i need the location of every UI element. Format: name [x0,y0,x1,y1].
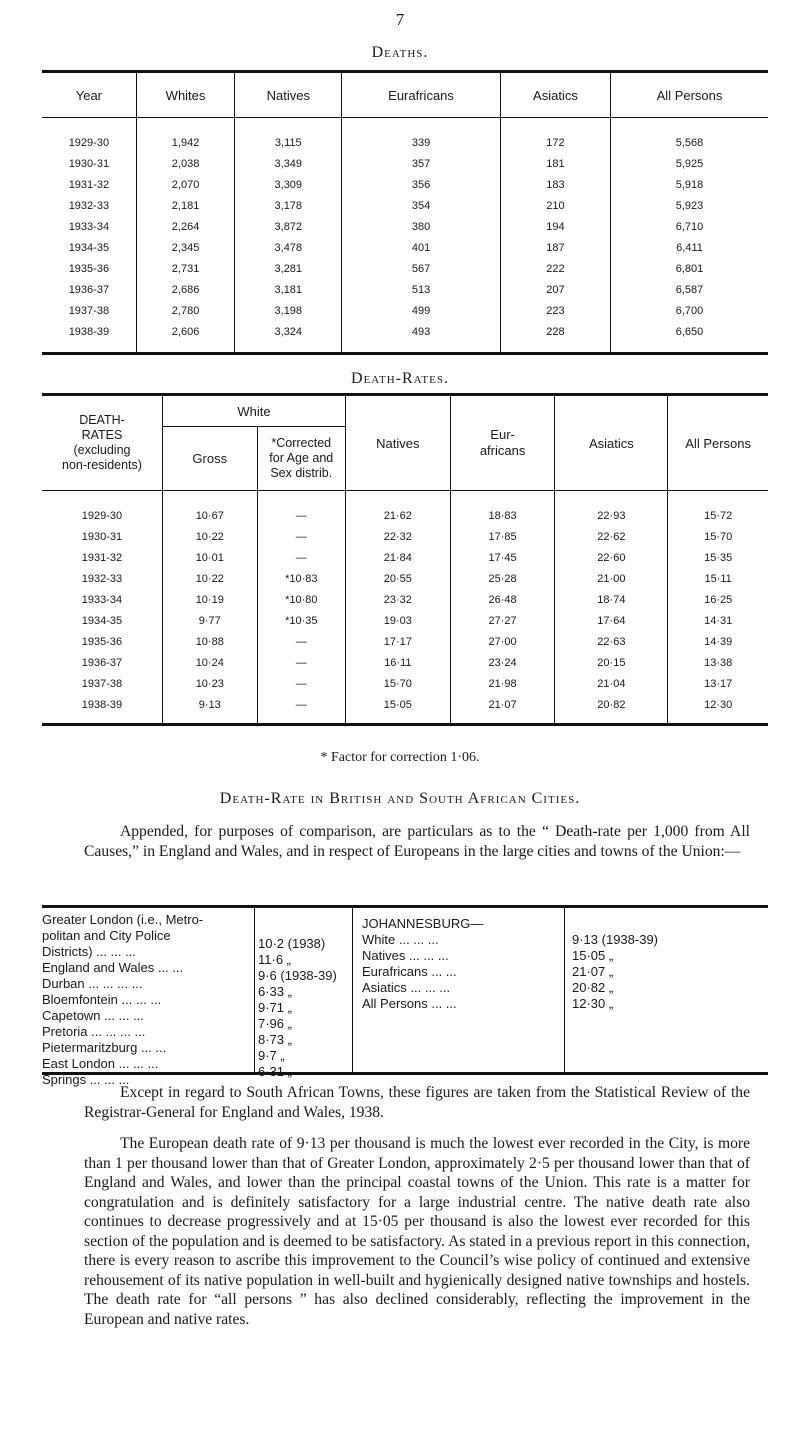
comparison-place-label: Greater London (i.e., Metro- [42,912,204,927]
deaths-header-cell: Year [42,72,136,118]
table-cell: 6,587 [611,279,768,300]
table-row [42,321,768,354]
comparison-place-value: 8·73 „ [258,1032,292,1047]
table-cell: 3,872 [235,216,342,237]
table-cell: 25·28 [450,568,555,589]
death-rates-table [42,393,768,726]
comparison-title: Death-Rate in British and South African Cities. [219,790,581,807]
table-cell: 15·70 [668,526,768,547]
table-cell: 1930-31 [68,157,110,170]
table-row [42,118,768,154]
deaths-header-row [42,72,768,118]
table-cell: — [257,526,345,547]
table-cell: 3,324 [235,321,342,354]
table-cell: 22·62 [555,526,668,547]
table-cell: 1933-34 [81,593,123,606]
table-cell: 6,710 [611,216,768,237]
table-row [42,631,768,652]
table-cell: 10·01 [162,547,257,568]
european-death-rate-paragraph: The European death rate of 9·13 per thousand is much the lowest ever recorded in the City, is more than 1 per thousand lower than that of Greater London, approximately 2·5 per thousand lower than that of England and Wales, and lower than the principal coastal towns of the Union. This rate is a matter for congratulation and is definitely satisfactory for a large industrial centre. The native death rate also continues to decrease progressively and at 15·05 per thousand is also the lowest ever recorded for this section of the population and is deemed to be satisfactory. As stated in a previous report in this connection, there is every reason to ascribe this improvement to the Council’s wise policy of continued and extensive rehousement of its native population in well-built and hygienically designed native townships and hostels. The death rate for “all persons ” has also declined considerably, reflecting the improvement in the European and native rates. [84,1135,750,1328]
table-row [42,568,768,589]
johannesburg-title: JOHANNESBURG— [362,916,484,931]
table-cell: 21·62 [346,491,451,527]
table-cell: 5,568 [611,118,768,154]
header-first-line: (excluding [73,443,131,457]
table-cell: 183 [500,174,610,195]
deaths-title: Deaths. [371,44,429,61]
table-cell: 23·32 [346,589,451,610]
table-cell: 19·03 [346,610,451,631]
table-cell: 10·22 [162,526,257,547]
comparison-place-value: 6·31 „ [258,1064,292,1079]
table-cell: 207 [500,279,610,300]
table-cell: 5,923 [611,195,768,216]
header-corrected-line: Sex distrib. [270,466,333,480]
table-row [42,491,768,527]
table-cell: *10·35 [257,610,345,631]
table-cell: 3,115 [235,118,342,154]
table-cell: *10·83 [257,568,345,589]
header-gross: Gross [162,427,257,491]
table-cell: 10·23 [162,673,257,694]
table-cell: 2,070 [136,174,235,195]
johannesburg-label: All Persons ... ... [362,996,457,1011]
comparison-place-label: Springs ... ... ... [42,1072,130,1087]
header-natives: Natives [346,395,451,491]
table-cell: 2,731 [136,258,235,279]
header-corrected-line: for Age and [269,451,334,465]
table-cell: — [257,547,345,568]
table-cell: 18·74 [555,589,668,610]
table-cell: 13·38 [668,652,768,673]
header-eurafricans-line: Eur- [490,427,515,442]
deaths-header-cell: Eurafricans [342,72,501,118]
table-cell: 181 [500,153,610,174]
table-cell: 23·24 [450,652,555,673]
table-row [42,153,768,174]
comparison-place-value: 9·7 „ [258,1048,285,1063]
table-cell: 10·88 [162,631,257,652]
table-cell: 2,606 [136,321,235,354]
table-cell: 499 [342,300,501,321]
table-cell: 6,700 [611,300,768,321]
comparison-place-label: England and Wales ... ... [42,960,184,975]
table-cell: 1938-39 [68,325,110,338]
table-cell: 2,780 [136,300,235,321]
table-cell: 3,478 [235,237,342,258]
table-cell: 21·07 [450,694,555,725]
comparison-place-value: 7·96 „ [258,1016,292,1031]
table-cell: 3,178 [235,195,342,216]
table-cell: 1932-33 [68,199,110,212]
deaths-header-cell: All Persons [611,72,768,118]
comparison-place-value: 10·2 (1938) [258,936,326,951]
table-cell: 6,411 [611,237,768,258]
table-cell: — [257,694,345,725]
comparison-place-label: Durban ... ... ... ... [42,976,143,991]
table-cell: 21·98 [450,673,555,694]
table-row [42,195,768,216]
table-cell: 223 [500,300,610,321]
table-cell: 12·30 [668,694,768,725]
johannesburg-label: Asiatics ... ... ... [362,980,451,995]
table-cell: 1935-36 [68,262,110,275]
table-row [42,258,768,279]
table-cell: 228 [500,321,610,354]
comparison-place-label: politan and City Police [42,928,171,943]
table-cell: 513 [342,279,501,300]
table-cell: 356 [342,174,501,195]
table-cell: 5,925 [611,153,768,174]
table-cell: 3,198 [235,300,342,321]
table-cell: 1936-37 [81,656,123,669]
table-cell: 1934-35 [81,614,123,627]
table-cell: — [257,491,345,527]
table-cell: 1937-38 [68,304,110,317]
table-cell: 14·39 [668,631,768,652]
table-cell: 17·64 [555,610,668,631]
johannesburg-label: White ... ... ... [362,932,439,947]
header-white: White [162,395,345,427]
table-cell: 1930-31 [81,530,123,543]
death-rates-header-first [42,395,162,491]
table-cell: 2,264 [136,216,235,237]
table-cell: 17·85 [450,526,555,547]
comparison-place-label: Districts) ... ... ... [42,944,136,959]
table-cell: 26·48 [450,589,555,610]
table-cell: 567 [342,258,501,279]
table-cell: 17·45 [450,547,555,568]
comparison-place-value: 6·33 „ [258,984,292,999]
table-cell: 21·00 [555,568,668,589]
table-row [42,526,768,547]
deaths-table [42,70,768,355]
table-cell: 3,349 [235,153,342,174]
table-cell: 1,942 [136,118,235,154]
johannesburg-label: Natives ... ... ... [362,948,449,963]
table-cell: 1936-37 [68,283,110,296]
table-cell: 354 [342,195,501,216]
table-cell: 1935-36 [81,635,123,648]
johannesburg-value: 9·13 (1938-39) [572,932,658,947]
table-cell: 1938-39 [81,698,123,711]
table-cell: 1931-32 [81,551,123,564]
table-cell: 21·04 [555,673,668,694]
table-cell: 14·31 [668,610,768,631]
deaths-header-cell: Natives [235,72,342,118]
table-cell: — [257,673,345,694]
deaths-header-cell: Whites [136,72,235,118]
table-cell: 15·72 [668,491,768,527]
table-cell: 9·13 [162,694,257,725]
comparison-place-label: Capetown ... ... ... [42,1008,144,1023]
table-cell: 15·11 [668,568,768,589]
table-row [42,300,768,321]
table-cell: 1937-38 [81,677,123,690]
header-corrected-line: *Corrected [271,436,332,450]
johannesburg-value: 21·07 „ [572,964,614,979]
table-cell: 1932-33 [81,572,123,585]
table-cell: 15·35 [668,547,768,568]
comparison-place-label: Pietermaritzburg ... ... [42,1040,167,1055]
table-cell: 172 [500,118,610,154]
header-first-line: DEATH- [79,413,125,427]
table-cell: 210 [500,195,610,216]
comparison-place-value: 9·71 „ [258,1000,292,1015]
table-row [42,174,768,195]
table-cell: 22·60 [555,547,668,568]
table-cell: 13·17 [668,673,768,694]
table-cell: 10·67 [162,491,257,527]
table-cell: 3,181 [235,279,342,300]
deaths-header-cell: Asiatics [500,72,610,118]
table-cell: 1931-32 [68,178,110,191]
table-cell: 1933-34 [68,220,110,233]
table-cell: *10·80 [257,589,345,610]
table-cell: 3,309 [235,174,342,195]
table-cell: 6,650 [611,321,768,354]
table-cell: 493 [342,321,501,354]
johannesburg-value: 12·30 „ [572,996,614,1011]
comparison-place-label: Pretoria ... ... ... ... [42,1024,146,1039]
table-cell: 27·27 [450,610,555,631]
comparison-place-label: Bloemfontein ... ... ... [42,992,162,1007]
death-rates-title: Death-Rates. [351,370,449,387]
table-cell: 2,345 [136,237,235,258]
table-cell: 16·11 [346,652,451,673]
header-eurafricans [450,395,555,491]
header-eurafricans-line: africans [479,443,526,458]
table-cell: 187 [500,237,610,258]
header-first-line: non-residents) [62,458,142,472]
comparison-place-value: 9·6 (1938-39) [258,968,337,983]
table-cell: 2,038 [136,153,235,174]
table-cell: 10·19 [162,589,257,610]
page-number: 7 [395,10,405,29]
table-cell: 401 [342,237,501,258]
johannesburg-value: 20·82 „ [572,980,614,995]
table-cell: 9·77 [162,610,257,631]
table-cell: 1929-30 [81,509,123,522]
table-row [42,673,768,694]
table-cell: — [257,631,345,652]
header-asiatics: Asiatics [555,395,668,491]
table-row [42,216,768,237]
table-cell: 22·32 [346,526,451,547]
comparison-table [42,905,768,1087]
table-cell: 17·17 [346,631,451,652]
table-cell: 20·55 [346,568,451,589]
table-cell: 2,181 [136,195,235,216]
header-all-persons: All Persons [668,395,768,491]
table-row [42,279,768,300]
table-cell: 2,686 [136,279,235,300]
table-cell: 20·82 [555,694,668,725]
table-cell: 20·15 [555,652,668,673]
header-first-line: RATES [81,428,123,442]
comparison-intro: Appended, for purposes of comparison, are particulars as to the “ Death-rate per 1,000 from All Causes,” in England and Wales, and in respect of Europeans in the large cities and towns of the Union:— [84,823,750,860]
table-row [42,610,768,631]
johannesburg-label: Eurafricans ... ... [362,964,457,979]
comparison-place-value: 11·6 „ [258,952,291,967]
table-row [42,237,768,258]
table-cell: 18·83 [450,491,555,527]
table-cell: 222 [500,258,610,279]
table-cell: 21·84 [346,547,451,568]
table-row [42,547,768,568]
table-cell: 15·70 [346,673,451,694]
table-cell: 339 [342,118,501,154]
table-cell: 1929-30 [68,136,110,149]
source-paragraph: Except in regard to South African Towns, these figures are taken from the Statistical Review of the Registrar-General for England and Wales, 1938. [84,1084,750,1121]
table-row [42,652,768,673]
table-cell: 22·93 [555,491,668,527]
table-cell: 380 [342,216,501,237]
header-corrected [257,427,345,491]
table-cell: — [257,652,345,673]
table-cell: 10·24 [162,652,257,673]
table-cell: 6,801 [611,258,768,279]
table-cell: 15·05 [346,694,451,725]
table-cell: 194 [500,216,610,237]
table-cell: 27·00 [450,631,555,652]
table-cell: 1934-35 [68,241,110,254]
table-row [42,589,768,610]
table-cell: 5,918 [611,174,768,195]
johannesburg-value: 15·05 „ [572,948,614,963]
death-rates-footnote: * Factor for correction 1·06. [320,750,480,765]
comparison-place-label: East London ... ... ... [42,1056,159,1071]
table-cell: 357 [342,153,501,174]
table-cell: 3,281 [235,258,342,279]
table-cell: 10·22 [162,568,257,589]
table-row [42,694,768,725]
table-cell: 22·63 [555,631,668,652]
table-cell: 16·25 [668,589,768,610]
